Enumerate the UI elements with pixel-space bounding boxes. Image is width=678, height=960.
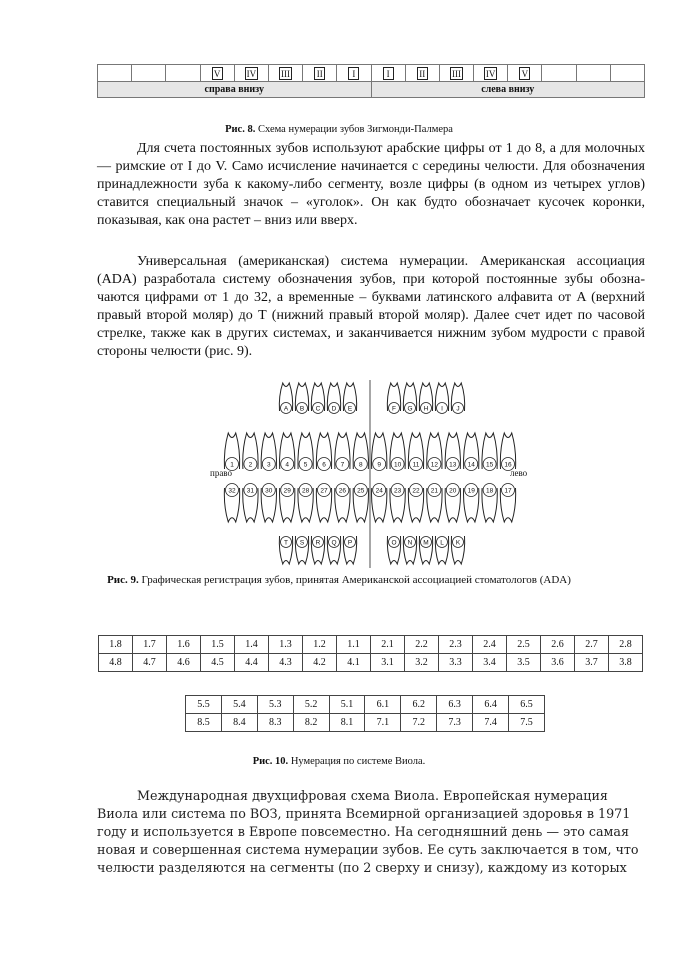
upper-primary-tooth-label: H xyxy=(423,405,429,413)
table-row xyxy=(99,654,643,672)
upper-primary-tooth-label: I xyxy=(441,405,443,413)
table-cell: 3.8 xyxy=(609,654,643,672)
viola-primary-table xyxy=(185,695,545,732)
lower-permanent-tooth-label: 20 xyxy=(449,487,457,495)
table-cell: 6.5 xyxy=(509,696,545,714)
palmer-cell xyxy=(439,65,473,82)
table-cell: 2.3 xyxy=(439,636,473,654)
lower-permanent-tooth-label: 26 xyxy=(338,487,347,495)
table-cell: 8.3 xyxy=(257,714,293,732)
table-cell: 6.4 xyxy=(473,696,509,714)
table-cell: 8.5 xyxy=(186,714,222,732)
table-cell: 6.2 xyxy=(401,696,437,714)
lower-permanent-tooth-label: 28 xyxy=(301,487,310,495)
upper-permanent-tooth-label: 8 xyxy=(358,461,363,469)
upper-permanent-tooth-label: 16 xyxy=(504,461,512,469)
palmer-mark: V xyxy=(519,67,530,80)
table-cell: 1.7 xyxy=(133,636,167,654)
table-cell: 1.4 xyxy=(235,636,269,654)
table-cell: 3.6 xyxy=(541,654,575,672)
lower-permanent-tooth-label: 21 xyxy=(430,487,439,495)
palmer-mark: I xyxy=(348,67,359,80)
ada-left-label: право xyxy=(210,468,232,478)
upper-permanent-tooth-label: 9 xyxy=(377,461,382,469)
upper-primary-tooth-label: B xyxy=(299,405,305,413)
lower-permanent-tooth-label: 17 xyxy=(504,487,512,495)
palmer-mark: III xyxy=(451,68,461,79)
palmer-label-left: справа внизу xyxy=(98,82,372,98)
fig8-caption-num: Рис. 8. xyxy=(225,124,256,135)
upper-permanent-tooth-label: 2 xyxy=(248,461,253,469)
ada-teeth-drawing xyxy=(210,378,530,570)
table-cell: 2.2 xyxy=(405,636,439,654)
ada-right-label: лево xyxy=(510,468,528,478)
table-cell: 3.7 xyxy=(575,654,609,672)
palmer-cell xyxy=(610,65,644,82)
paragraph-viola xyxy=(97,787,645,877)
palmer-cell xyxy=(576,65,610,82)
viola-permanent-table xyxy=(98,635,643,672)
palmer-mark: II xyxy=(314,67,325,80)
palmer-cell xyxy=(303,65,337,82)
fig9-caption-text: Графическая регистрация зубов, принятая Американской ассоциацией стоматологов (ADA) xyxy=(141,574,571,586)
palmer-mark: V xyxy=(212,67,223,80)
table-cell: 8.4 xyxy=(221,714,257,732)
table-cell: 1.8 xyxy=(99,636,133,654)
table-cell: 5.1 xyxy=(329,696,365,714)
table-row xyxy=(99,636,643,654)
table-cell: 8.1 xyxy=(329,714,365,732)
upper-permanent-tooth-label: 14 xyxy=(467,461,475,469)
lower-primary-tooth-label: O xyxy=(391,539,397,547)
table-cell: 6.1 xyxy=(365,696,401,714)
palmer-cell xyxy=(508,65,542,82)
table-cell: 1.6 xyxy=(167,636,201,654)
table-cell: 7.3 xyxy=(437,714,473,732)
upper-primary-tooth-label: J xyxy=(456,405,460,413)
upper-permanent-tooth-label: 1 xyxy=(230,461,234,469)
upper-primary-tooth-label: A xyxy=(283,405,289,413)
table-cell: 2.6 xyxy=(541,636,575,654)
table-cell: 5.2 xyxy=(293,696,329,714)
table-cell: 4.1 xyxy=(337,654,371,672)
table-row xyxy=(186,714,545,732)
lower-permanent-tooth-label: 22 xyxy=(412,487,420,495)
table-cell: 8.2 xyxy=(293,714,329,732)
upper-permanent-tooth-label: 10 xyxy=(393,461,402,469)
palmer-label-row xyxy=(98,82,645,98)
table-cell: 2.1 xyxy=(371,636,405,654)
palmer-cell xyxy=(98,65,132,82)
palmer-cell xyxy=(405,65,439,82)
lower-permanent-tooth-label: 31 xyxy=(246,487,255,495)
lower-permanent-tooth-label: 23 xyxy=(393,487,402,495)
table-cell: 3.4 xyxy=(473,654,507,672)
fig10-caption-text: Нумерация по системе Виола. xyxy=(290,756,426,767)
upper-permanent-tooth-label: 5 xyxy=(303,461,308,469)
paragraph-ada: Универсальная (американская) система нумерации. Американская ассоциация (ADA) разработала систему обозначения зубов, при которой постоянные зубы обозна-чаются цифрами от 1 до 32, а временные – буквами латинского алфавита от A (верхний правый второй моляр) до T (нижний правый второй моляр). Далее счет идет по часовой стрелке, также как в других системах, и заканчивается нижним зубом мудрости с правой стороны челюсти (рис. 9). xyxy=(97,254,645,359)
fig8-caption-text: Схема нумерации зубов Зигмонди-Палмера xyxy=(257,124,453,135)
palmer-mark: IV xyxy=(485,68,496,79)
fig10-caption-num: Рис. 10. xyxy=(252,756,289,767)
lower-permanent-tooth-label: 19 xyxy=(467,487,475,495)
upper-permanent-tooth-label: 12 xyxy=(430,461,439,469)
upper-permanent-tooth-label: 11 xyxy=(412,461,420,469)
table-cell: 4.6 xyxy=(167,654,201,672)
lower-permanent-tooth-label: 27 xyxy=(320,487,328,495)
palmer-mark: III xyxy=(281,68,291,79)
table-cell: 3.2 xyxy=(405,654,439,672)
lower-permanent-tooth-label: 32 xyxy=(228,487,236,495)
lower-primary-tooth-label: R xyxy=(315,539,321,547)
table-cell: 4.7 xyxy=(133,654,167,672)
palmer-cell xyxy=(234,65,268,82)
table-cell: 1.1 xyxy=(337,636,371,654)
lower-permanent-tooth-label: 18 xyxy=(485,487,494,495)
palmer-row xyxy=(98,65,645,82)
lower-primary-tooth-label: T xyxy=(284,539,288,547)
table-cell: 2.5 xyxy=(507,636,541,654)
palmer-mark: I xyxy=(383,67,394,80)
paragraph-viola-body: . Европейская нумерация Виола или система по ВОЗ, принята Всемирной организацией здоровья в 1971 году и используется в Европе повсеместно. На сегодняшний день — это самая новая и совершенная система нумерации зубов. Ее суть заключается в том, что челюсти разделяются на сегменты (по 2 сверху и снизу), каждому из которых xyxy=(97,788,639,875)
palmer-cell xyxy=(166,65,200,82)
palmer-label-right: слева внизу xyxy=(371,82,645,98)
lower-primary-tooth-label: M xyxy=(423,539,429,547)
fig8-caption xyxy=(0,124,678,135)
upper-permanent-tooth-label: 6 xyxy=(322,461,326,469)
table-cell: 1.5 xyxy=(201,636,235,654)
paragraph-viola-lead: Международная двухцифровая схема Виола xyxy=(137,788,436,803)
table-cell: 7.5 xyxy=(509,714,545,732)
palmer-mark: II xyxy=(417,67,428,80)
ada-teeth-diagram xyxy=(210,378,530,570)
upper-permanent-tooth-label: 7 xyxy=(340,461,345,469)
lower-permanent-tooth-label: 29 xyxy=(283,487,291,495)
lower-primary-tooth-label: L xyxy=(440,539,444,547)
table-cell: 6.3 xyxy=(437,696,473,714)
palmer-cell xyxy=(474,65,508,82)
lower-primary-tooth-label: N xyxy=(407,539,413,547)
upper-permanent-tooth-label: 15 xyxy=(485,461,494,469)
table-cell: 4.8 xyxy=(99,654,133,672)
palmer-cell xyxy=(542,65,576,82)
table-cell: 2.4 xyxy=(473,636,507,654)
upper-primary-tooth-label: F xyxy=(392,405,396,413)
table-cell: 2.7 xyxy=(575,636,609,654)
upper-primary-tooth-label: G xyxy=(407,405,413,413)
fig9-caption xyxy=(0,573,678,588)
table-row xyxy=(186,696,545,714)
table-cell: 4.4 xyxy=(235,654,269,672)
table-cell: 5.5 xyxy=(186,696,222,714)
upper-permanent-tooth-label: 4 xyxy=(285,461,290,469)
table-cell: 3.1 xyxy=(371,654,405,672)
table-cell: 5.3 xyxy=(257,696,293,714)
upper-permanent-tooth-label: 3 xyxy=(266,461,271,469)
palmer-cell xyxy=(200,65,234,82)
fig9-caption-num: Рис. 9. xyxy=(107,574,139,586)
fig10-caption xyxy=(0,756,678,767)
lower-primary-tooth-label: P xyxy=(347,539,353,547)
table-cell: 3.3 xyxy=(439,654,473,672)
table-cell: 4.2 xyxy=(303,654,337,672)
upper-permanent-tooth-label: 13 xyxy=(449,461,457,469)
palmer-cell xyxy=(132,65,166,82)
table-cell: 7.2 xyxy=(401,714,437,732)
lower-permanent-tooth-label: 30 xyxy=(265,487,273,495)
lower-primary-tooth-label: Q xyxy=(331,539,337,547)
table-cell: 2.8 xyxy=(609,636,643,654)
table-cell: 5.4 xyxy=(221,696,257,714)
table-cell: 3.5 xyxy=(507,654,541,672)
table-cell: 4.3 xyxy=(269,654,303,672)
lower-permanent-tooth-label: 24 xyxy=(375,487,383,495)
palmer-cell xyxy=(337,65,371,82)
palmer-mark: IV xyxy=(246,68,257,79)
lower-permanent-tooth-label: 25 xyxy=(357,487,365,495)
upper-primary-tooth-label: C xyxy=(315,405,321,413)
table-cell: 4.5 xyxy=(201,654,235,672)
table-cell: 1.2 xyxy=(303,636,337,654)
palmer-cell xyxy=(268,65,302,82)
lower-primary-tooth-label: S xyxy=(299,539,305,547)
table-cell: 7.1 xyxy=(365,714,401,732)
lower-primary-tooth-label: K xyxy=(455,539,461,547)
table-cell: 7.4 xyxy=(473,714,509,732)
palmer-table xyxy=(97,64,645,98)
paragraph-palmer: Для счета постоянных зубов используют арабские цифры от 1 до 8, а для молочных — римские от I до V. Само исчисление начинается с середины челюсти. Для обозначения принадлежности зуба к какому-либо сегменту, возле цифры (в одном из четырех углов) ставится специальный значок – «уголок». Он как будто обозначает кусочек коронки, показывая, как она растет – вниз или вверх. xyxy=(97,141,645,228)
upper-primary-tooth-label: D xyxy=(331,405,337,413)
upper-primary-tooth-label: E xyxy=(347,405,353,413)
palmer-cell xyxy=(371,65,405,82)
table-cell: 1.3 xyxy=(269,636,303,654)
